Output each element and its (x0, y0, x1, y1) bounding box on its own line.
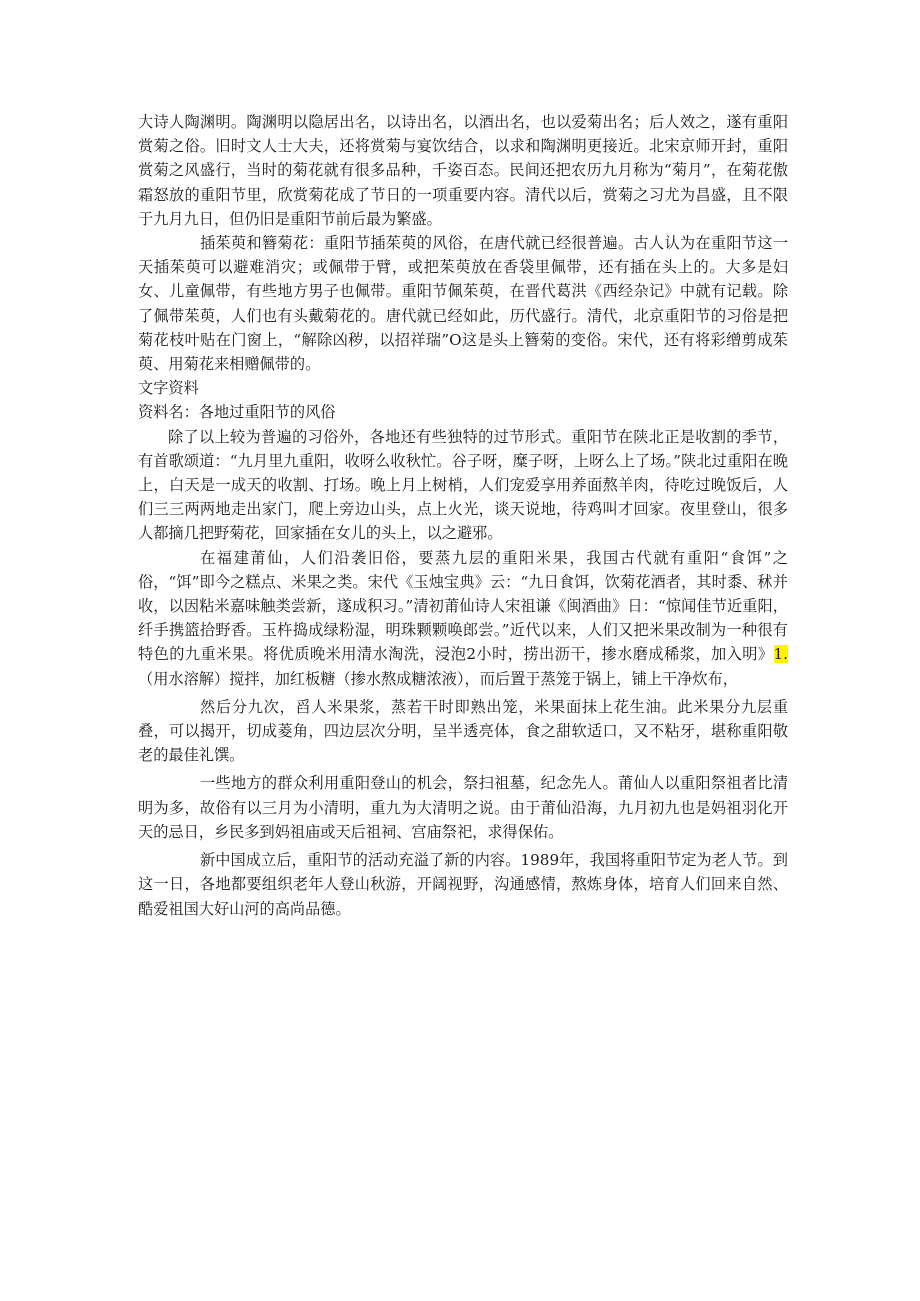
paragraph-ancestor-worship: 一些地方的群众利用重阳登山的机会，祭扫祖墓，纪念先人。莆仙人以重阳祭祖者比清明为多，故俗有以三月为小清明，重九为大清明之说。由于莆仙沿海，九月初九也是妈祖羽化开天的忌日，乡民多到妈祖庙或天后祖祠、宫庙祭祀，求得保佑。 (138, 774, 788, 841)
paragraph-regional-customs: 除了以上较为普遍的习俗外，各地还有些独特的过节形式。重阳节在陕北正是收割的季节，有首歌颂道：“九月里九重阳，收呀么收秋忙。谷子呀，糜子呀，上呀么上了场。”陕北过重阳在晚上，白天是一成天的收割、打场。晚上月上树梢，人们宠爱享用养面熬羊肉，待吃过晚饭后，人们三三两两地走出家门，爬上旁边山头，点上火光，谈天说地，待鸡叫才回家。夜里登山，很多人都摘几把野菊花，回家插在女儿的头上，以之避邪。 (138, 427, 788, 543)
paragraph-dogwood-and-chrysanthemum: 插茱萸和簪菊花：重阳节插茱萸的风俗，在唐代就已经很普遍。古人认为在重阳节这一天插茱萸可以避难消灾；或佩带于臂，或把茱萸放在香袋里佩带，还有插在头上的。大多是妇女、儿童佩带，有些地方男子也佩带。重阳节佩茱萸，在晋代葛洪《西经杂记》中就有记载。除了佩带茱萸，人们也有头戴菊花的。唐代就已经如此，历代盛行。清代，北京重阳节的习俗是把菊花枝叶贴在门窗上，“解除凶秽，以招祥瑞”O这是头上簪菊的变俗。宋代，还有将彩缯剪成茱萸、用菊花来相赠佩带的。 (138, 234, 788, 374)
paragraph-fujian-putian (138, 546, 788, 691)
paragraph-fujian-text-before: 在福建莆仙，人们沿袭旧俗，要蒸九层的重阳米果，我国古代就有重阳“食饵”之俗，“饵”即今之糕点、米果之类。宋代《玉烛宝典》云：“九日食饵，饮菊花酒者，其时黍、秫并收，以因粘米嘉味触类尝新，遂成积习。”清初莆仙诗人宋祖谦《闽酒曲》日：“惊闻佳节近重阳，纤手携篮拾野香。玉杵捣成绿粉湿，明珠颗颗唤郎尝。”近代以来，人们又把米果改制为一种很有特色的九重米果。将优质晚米用清水淘洗，浸泡2小时，捞出沥干，掺水磨成稀浆，加入明》 (138, 548, 788, 664)
paragraph-fujian-text-after: （用水溶解）搅拌，加红板糖（掺水熬成糖浓液），而后置于蒸笼于锅上，铺上干净炊布， (138, 669, 738, 688)
paragraph-rice-cake-steaming: 然后分九次，舀人米果浆，蒸若干时即熟出笼，米果面抹上花生油。此米果分九层重叠，可以揭开，切成菱角，四边层次分明，呈半透亮体，食之甜软适口，又不粘牙，堪称重阳敬老的最佳礼馔。 (138, 697, 788, 765)
document-body (138, 110, 788, 921)
highlighted-marker: 1. (773, 645, 788, 664)
paragraph-elderly-day: 新中国成立后，重阳节的活动充溢了新的内容。1989年，我国将重阳节定为老人节。到这一日，各地都要组织老年人登山秋游，开阔视野，沟通感情，熬炼身体，培育人们回来自然、酷爱祖国大好山河的高尚品德。 (138, 851, 788, 918)
section-label-material-name: 资料名：各地过重阳节的风俗 (138, 403, 336, 422)
section-label-text-materials: 文字资料 (138, 379, 199, 398)
paragraph-chrysanthemum-viewing: 大诗人陶渊明。陶渊明以隐居出名，以诗出名，以酒出名，也以爱菊出名；后人效之，遂有重阳赏菊之俗。旧时文人士大夫，还将赏菊与宴饮结合，以求和陶渊明更接近。北宋京师开封，重阳赏菊之风盛行，当时的菊花就有很多品种，千姿百态。民间还把农历九月称为“菊月”，在菊花傲霜怒放的重阳节里，欣赏菊花成了节日的一项重要内容。清代以后，赏菊之习尤为昌盛，且不限于九月九日，但仍旧是重阳节前后最为繁盛。 (138, 113, 788, 228)
